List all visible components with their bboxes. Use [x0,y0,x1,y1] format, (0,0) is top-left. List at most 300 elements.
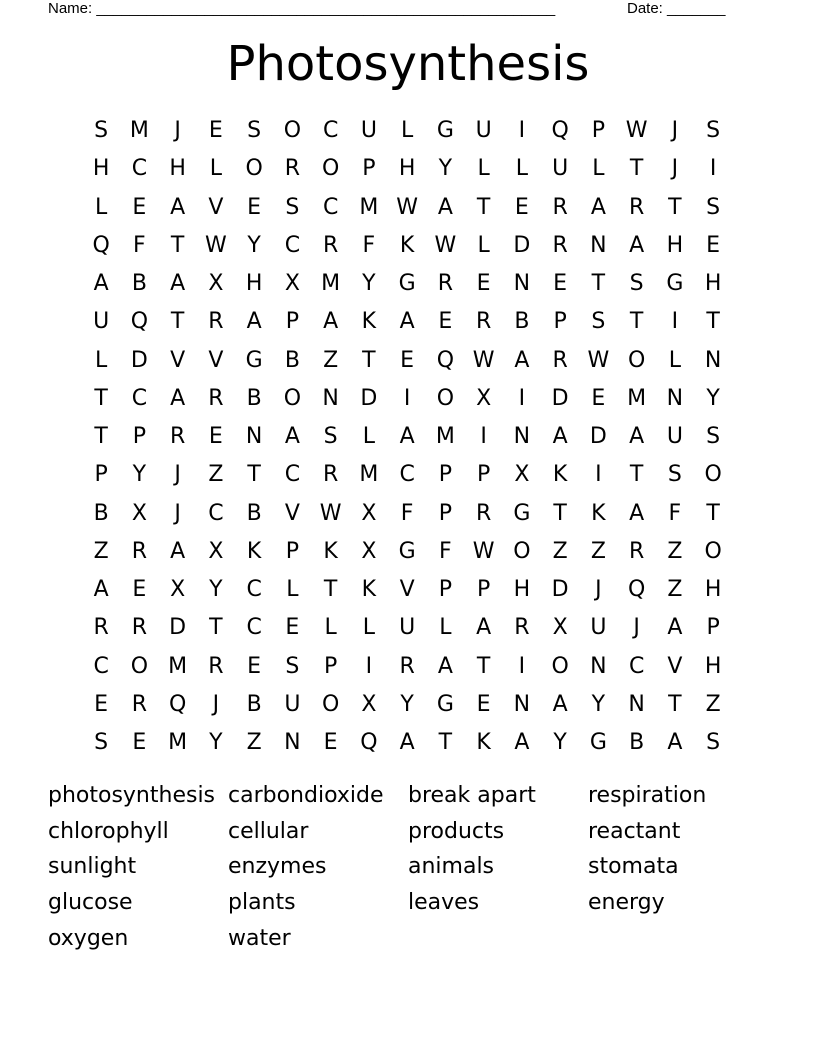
grid-letter: W [587,347,610,373]
grid-letter: B [246,500,262,526]
grid-letter: P [706,615,720,641]
grid-letter: N [666,385,684,411]
grid-letter: X [131,500,147,526]
grid-letter: R [208,385,224,411]
grid-letter: E [553,271,568,297]
grid-letter: G [436,691,454,717]
grid-letter: P [553,309,567,335]
grid-letter: A [437,194,453,220]
grid-letter: A [629,500,645,526]
grid-letter: J [174,462,181,488]
grid-letter: A [514,730,530,756]
grid-letter: C [322,194,339,220]
grid-letter: N [628,691,645,717]
grid-letter: R [628,194,645,220]
grid-letter: C [284,462,301,488]
grid-letter: E [208,424,223,450]
grid-letter: N [245,424,263,450]
grid-letter: U [284,691,301,717]
grid-letter: Y [362,271,376,297]
grid-letter: H [245,271,263,297]
grid-letter: N [284,730,301,756]
grid-letter: G [589,730,607,756]
grid-letter: L [209,156,222,182]
grid-letter: O [513,538,531,564]
grid-letter: S [706,194,721,220]
grid-letter: T [323,577,338,603]
grid-letter: Z [667,577,683,603]
grid-letter: T [553,500,567,526]
grid-letter: T [170,309,185,335]
grid-letter: M [321,271,341,297]
word-bank-item: break apart [408,783,536,808]
grid-letter: R [399,653,415,679]
grid-letter: F [362,232,376,258]
grid-letter: M [627,385,647,411]
grid-letter: O [551,653,569,679]
grid-letter: Y [591,691,606,717]
grid-letter: J [633,615,640,641]
grid-letter: G [436,118,454,144]
grid-letter: R [322,232,339,258]
grid-letter: P [285,538,300,564]
grid-letter: H [704,577,722,603]
word-bank-item: stomata [588,854,679,880]
grid-letter: Z [208,462,224,488]
grid-letter: K [246,538,262,564]
grid-letter: B [246,385,262,411]
grid-letter: T [170,232,185,258]
grid-letter: A [590,194,606,220]
grid-letter: N [322,385,339,411]
word-bank-item: respiration [588,783,707,808]
grid-letter: L [324,615,337,641]
grid-letter: R [131,691,148,717]
grid-letter: Q [436,347,455,373]
grid-letter: A [170,385,186,411]
grid-letter: C [131,385,148,411]
grid-letter: L [439,615,452,641]
grid-letter: L [286,577,299,603]
grid-letter: Z [705,691,721,717]
grid-letter: R [628,538,645,564]
grid-letter: A [514,347,530,373]
grid-letter: P [438,577,453,603]
grid-letter: S [285,653,300,679]
grid-letter: G [666,271,684,297]
grid-letter: T [629,462,644,488]
grid-letter: O [130,653,149,679]
word-bank-item: plants [228,890,296,916]
grid-letter: K [361,309,377,335]
grid-letter: H [398,156,416,182]
grid-letter: F [133,232,146,258]
grid-letter: S [667,462,682,488]
grid-letter: L [592,156,605,182]
grid-letter: I [365,653,373,679]
grid-letter: B [131,271,147,297]
grid-letter: P [476,462,491,488]
date-field-label: Date: _______ [627,0,726,17]
word-bank-item: energy [588,890,665,916]
grid-letter: S [94,730,109,756]
grid-letter: E [132,577,147,603]
name-field-label: Name: _______________________________________________________ [48,0,556,17]
grid-letter: Y [438,156,453,182]
grid-letter: E [476,271,491,297]
grid-letter: R [208,309,224,335]
grid-letter: H [92,156,110,182]
grid-letter: C [208,500,224,526]
grid-letter: E [247,194,262,220]
grid-letter: X [514,462,530,488]
grid-letter: H [704,271,722,297]
grid-letter: J [671,118,679,144]
grid-letter: T [476,194,491,220]
grid-letter: L [668,347,681,373]
grid-letter: A [552,424,568,450]
grid-letter: G [398,271,416,297]
grid-letter: E [706,232,721,258]
grid-letter: E [132,194,147,220]
word-bank [48,779,768,957]
grid-letter: R [131,615,148,641]
grid-letter: I [518,653,526,679]
grid-letter: D [169,615,187,641]
grid-letter: R [475,500,492,526]
grid-letter: S [629,271,644,297]
grid-letter: C [628,653,645,679]
grid-letter: R [552,232,568,258]
grid-letter: L [400,118,414,144]
grid-letter: W [319,500,342,526]
grid-letter: D [513,232,531,258]
grid-letter: D [551,577,569,603]
grid-letter: H [666,232,684,258]
grid-letter: Y [400,691,414,717]
grid-letter: W [625,118,648,144]
grid-letter: Z [93,538,109,564]
grid-letter: X [552,615,568,641]
grid-letter: L [94,194,108,220]
grid-letter: Y [706,385,720,411]
grid-letter: T [706,309,720,335]
word-bank-item: water [228,925,291,951]
grid-letter: P [591,118,606,144]
grid-letter: A [399,424,415,450]
grid-letter: A [284,424,300,450]
grid-letter: U [590,615,607,641]
grid-letter: Q [168,691,187,717]
grid-letter: X [208,271,224,297]
grid-letter: N [590,232,607,258]
grid-letter: W [472,538,495,564]
grid-letter: O [627,347,646,373]
grid-letter: T [476,653,491,679]
grid-letter: R [552,347,568,373]
grid-letter: V [284,500,300,526]
grid-letter: K [476,730,491,756]
grid-letter: S [94,118,109,144]
grid-letter: I [403,385,411,411]
grid-letter: C [93,653,109,679]
grid-letter: A [170,194,186,220]
grid-letter: Y [209,577,223,603]
grid-letter: E [132,730,147,756]
grid-letter: T [668,691,682,717]
grid-letter: J [671,156,679,182]
grid-letter: T [668,194,682,220]
grid-letter: U [93,309,110,335]
grid-letter: J [174,118,181,144]
grid-letter: I [518,118,526,144]
grid-letter: X [208,538,224,564]
word-bank-item: photosynthesis [48,783,216,808]
grid-letter: S [706,730,721,756]
grid-letter: E [591,385,606,411]
grid-letter: O [321,156,340,182]
grid-letter: Q [360,730,378,756]
grid-letter: M [435,424,455,450]
grid-letter: O [283,385,302,411]
grid-letter: A [246,309,262,335]
grid-letter: A [170,271,186,297]
grid-letter: P [323,653,338,679]
grid-letter: A [399,730,415,756]
grid-letter: D [551,385,569,411]
grid-letter: T [247,462,261,488]
grid-letter: W [204,232,227,258]
word-bank-item: carbondioxide [228,783,384,808]
grid-letter: Z [590,538,606,564]
grid-letter: I [518,385,526,411]
grid-letter: K [552,462,568,488]
grid-letter: T [629,156,644,182]
page-title: Photosynthesis [226,36,590,92]
grid-letter: R [169,424,186,450]
word-bank-item: cellular [228,818,309,844]
grid-letter: B [284,347,300,373]
grid-letter: Z [667,538,683,564]
grid-letter: E [323,730,338,756]
grid-letter: Y [247,232,261,258]
grid-letter: U [475,118,492,144]
grid-letter: S [323,424,338,450]
grid-letter: A [399,309,415,335]
grid-letter: R [131,538,148,564]
grid-letter: G [513,500,531,526]
grid-letter: U [360,118,377,144]
grid-letter: T [94,385,108,411]
grid-letter: L [362,615,375,641]
grid-letter: Q [92,232,110,258]
grid-letter: Q [627,577,646,603]
grid-letter: X [170,577,186,603]
word-bank-item: enzymes [228,854,327,880]
grid-letter: R [514,615,530,641]
grid-letter: O [436,385,455,411]
grid-letter: R [322,462,339,488]
word-bank-item: sunlight [48,854,137,880]
word-bank-item: reactant [588,818,681,844]
grid-letter: F [668,500,682,526]
grid-letter: K [323,538,338,564]
grid-letter: L [477,232,490,258]
grid-letter: R [93,615,109,641]
grid-letter: A [476,615,492,641]
grid-letter: E [400,347,415,373]
grid-letter: A [323,309,339,335]
word-bank-item: products [408,818,505,844]
grid-letter: L [362,424,375,450]
grid-letter: U [666,424,683,450]
grid-letter: D [130,347,148,373]
grid-letter: K [361,577,377,603]
grid-letter: O [321,691,340,717]
grid-letter: M [168,730,188,756]
grid-letter: F [400,500,414,526]
grid-letter: E [208,118,223,144]
grid-letter: N [513,424,531,450]
grid-letter: V [170,347,186,373]
word-bank-item: glucose [48,890,133,916]
grid-letter: J [595,577,602,603]
grid-letter: E [476,691,491,717]
grid-letter: B [514,309,530,335]
grid-letter: R [437,271,454,297]
grid-letter: G [398,538,416,564]
grid-letter: J [174,500,181,526]
grid-letter: S [706,424,721,450]
grid-letter: Y [209,730,223,756]
grid-letter: I [480,424,487,450]
grid-letter: A [437,653,453,679]
grid-letter: I [671,309,679,335]
grid-letter: E [514,194,529,220]
grid-letter: R [208,653,224,679]
grid-letter: H [704,653,722,679]
grid-letter: C [399,462,415,488]
grid-letter: B [246,691,262,717]
grid-letter: U [399,615,416,641]
grid-letter: L [515,156,528,182]
letter-grid [82,112,732,762]
grid-letter: E [285,615,300,641]
grid-letter: X [361,538,377,564]
grid-letter: Y [132,462,147,488]
grid-letter: A [667,730,683,756]
grid-letter: K [591,500,606,526]
word-bank-item: oxygen [48,925,129,951]
grid-letter: V [667,653,683,679]
word-bank-item: chlorophyll [48,818,169,844]
grid-letter: Y [553,730,567,756]
word-bank-item: animals [408,854,495,880]
grid-letter: Q [551,118,569,144]
grid-letter: O [245,156,263,182]
grid-letter: P [438,500,453,526]
grid-letter: V [208,347,224,373]
grid-letter: Q [130,309,149,335]
grid-letter: B [629,730,645,756]
grid-letter: G [245,347,263,373]
grid-letter: S [591,309,606,335]
grid-letter: A [629,424,645,450]
grid-letter: X [284,271,300,297]
grid-letter: T [706,500,720,526]
grid-letter: O [704,462,722,488]
grid-letter: S [706,118,721,144]
grid-letter: N [513,691,531,717]
grid-letter: M [168,653,188,679]
grid-letter: S [285,194,300,220]
grid-letter: W [396,194,418,220]
grid-letter: T [591,271,606,297]
grid-letter: R [475,309,492,335]
grid-letter: S [247,118,262,144]
grid-letter: F [439,538,452,564]
grid-letter: I [709,156,717,182]
grid-letter: R [552,194,568,220]
grid-letter: P [132,424,147,450]
grid-letter: U [552,156,569,182]
grid-letter: X [361,691,377,717]
grid-letter: R [284,156,301,182]
grid-letter: V [208,194,224,220]
grid-letter: N [513,271,531,297]
grid-letter: L [94,347,108,373]
grid-letter: P [438,462,453,488]
grid-letter: B [93,500,109,526]
grid-letter: A [93,271,109,297]
grid-letter: C [131,156,148,182]
grid-letter: Z [552,538,568,564]
word-bank-item: leaves [408,890,480,916]
grid-letter: K [399,232,415,258]
grid-letter: H [169,156,186,182]
grid-letter: T [629,309,644,335]
grid-letter: M [129,118,149,144]
grid-letter: V [399,577,415,603]
grid-letter: A [667,615,683,641]
grid-letter: A [170,538,186,564]
grid-letter: M [359,462,379,488]
grid-letter: X [476,385,492,411]
grid-letter: I [595,462,602,488]
grid-letter: T [209,615,223,641]
grid-letter: T [94,424,108,450]
grid-letter: W [472,347,495,373]
grid-letter: C [246,577,262,603]
grid-letter: Z [323,347,339,373]
grid-letter: J [212,691,220,717]
grid-letter: O [704,538,722,564]
grid-letter: P [362,156,376,182]
grid-letter: A [93,577,109,603]
grid-letter: W [434,232,457,258]
grid-letter: L [477,156,490,182]
grid-letter: M [359,194,379,220]
grid-letter: X [361,500,377,526]
grid-letter: E [94,691,109,717]
grid-letter: O [283,118,302,144]
grid-letter: E [247,653,262,679]
grid-letter: D [360,385,378,411]
grid-letter: D [589,424,607,450]
grid-letter: A [552,691,568,717]
grid-letter: N [704,347,722,373]
grid-letter: P [285,309,300,335]
